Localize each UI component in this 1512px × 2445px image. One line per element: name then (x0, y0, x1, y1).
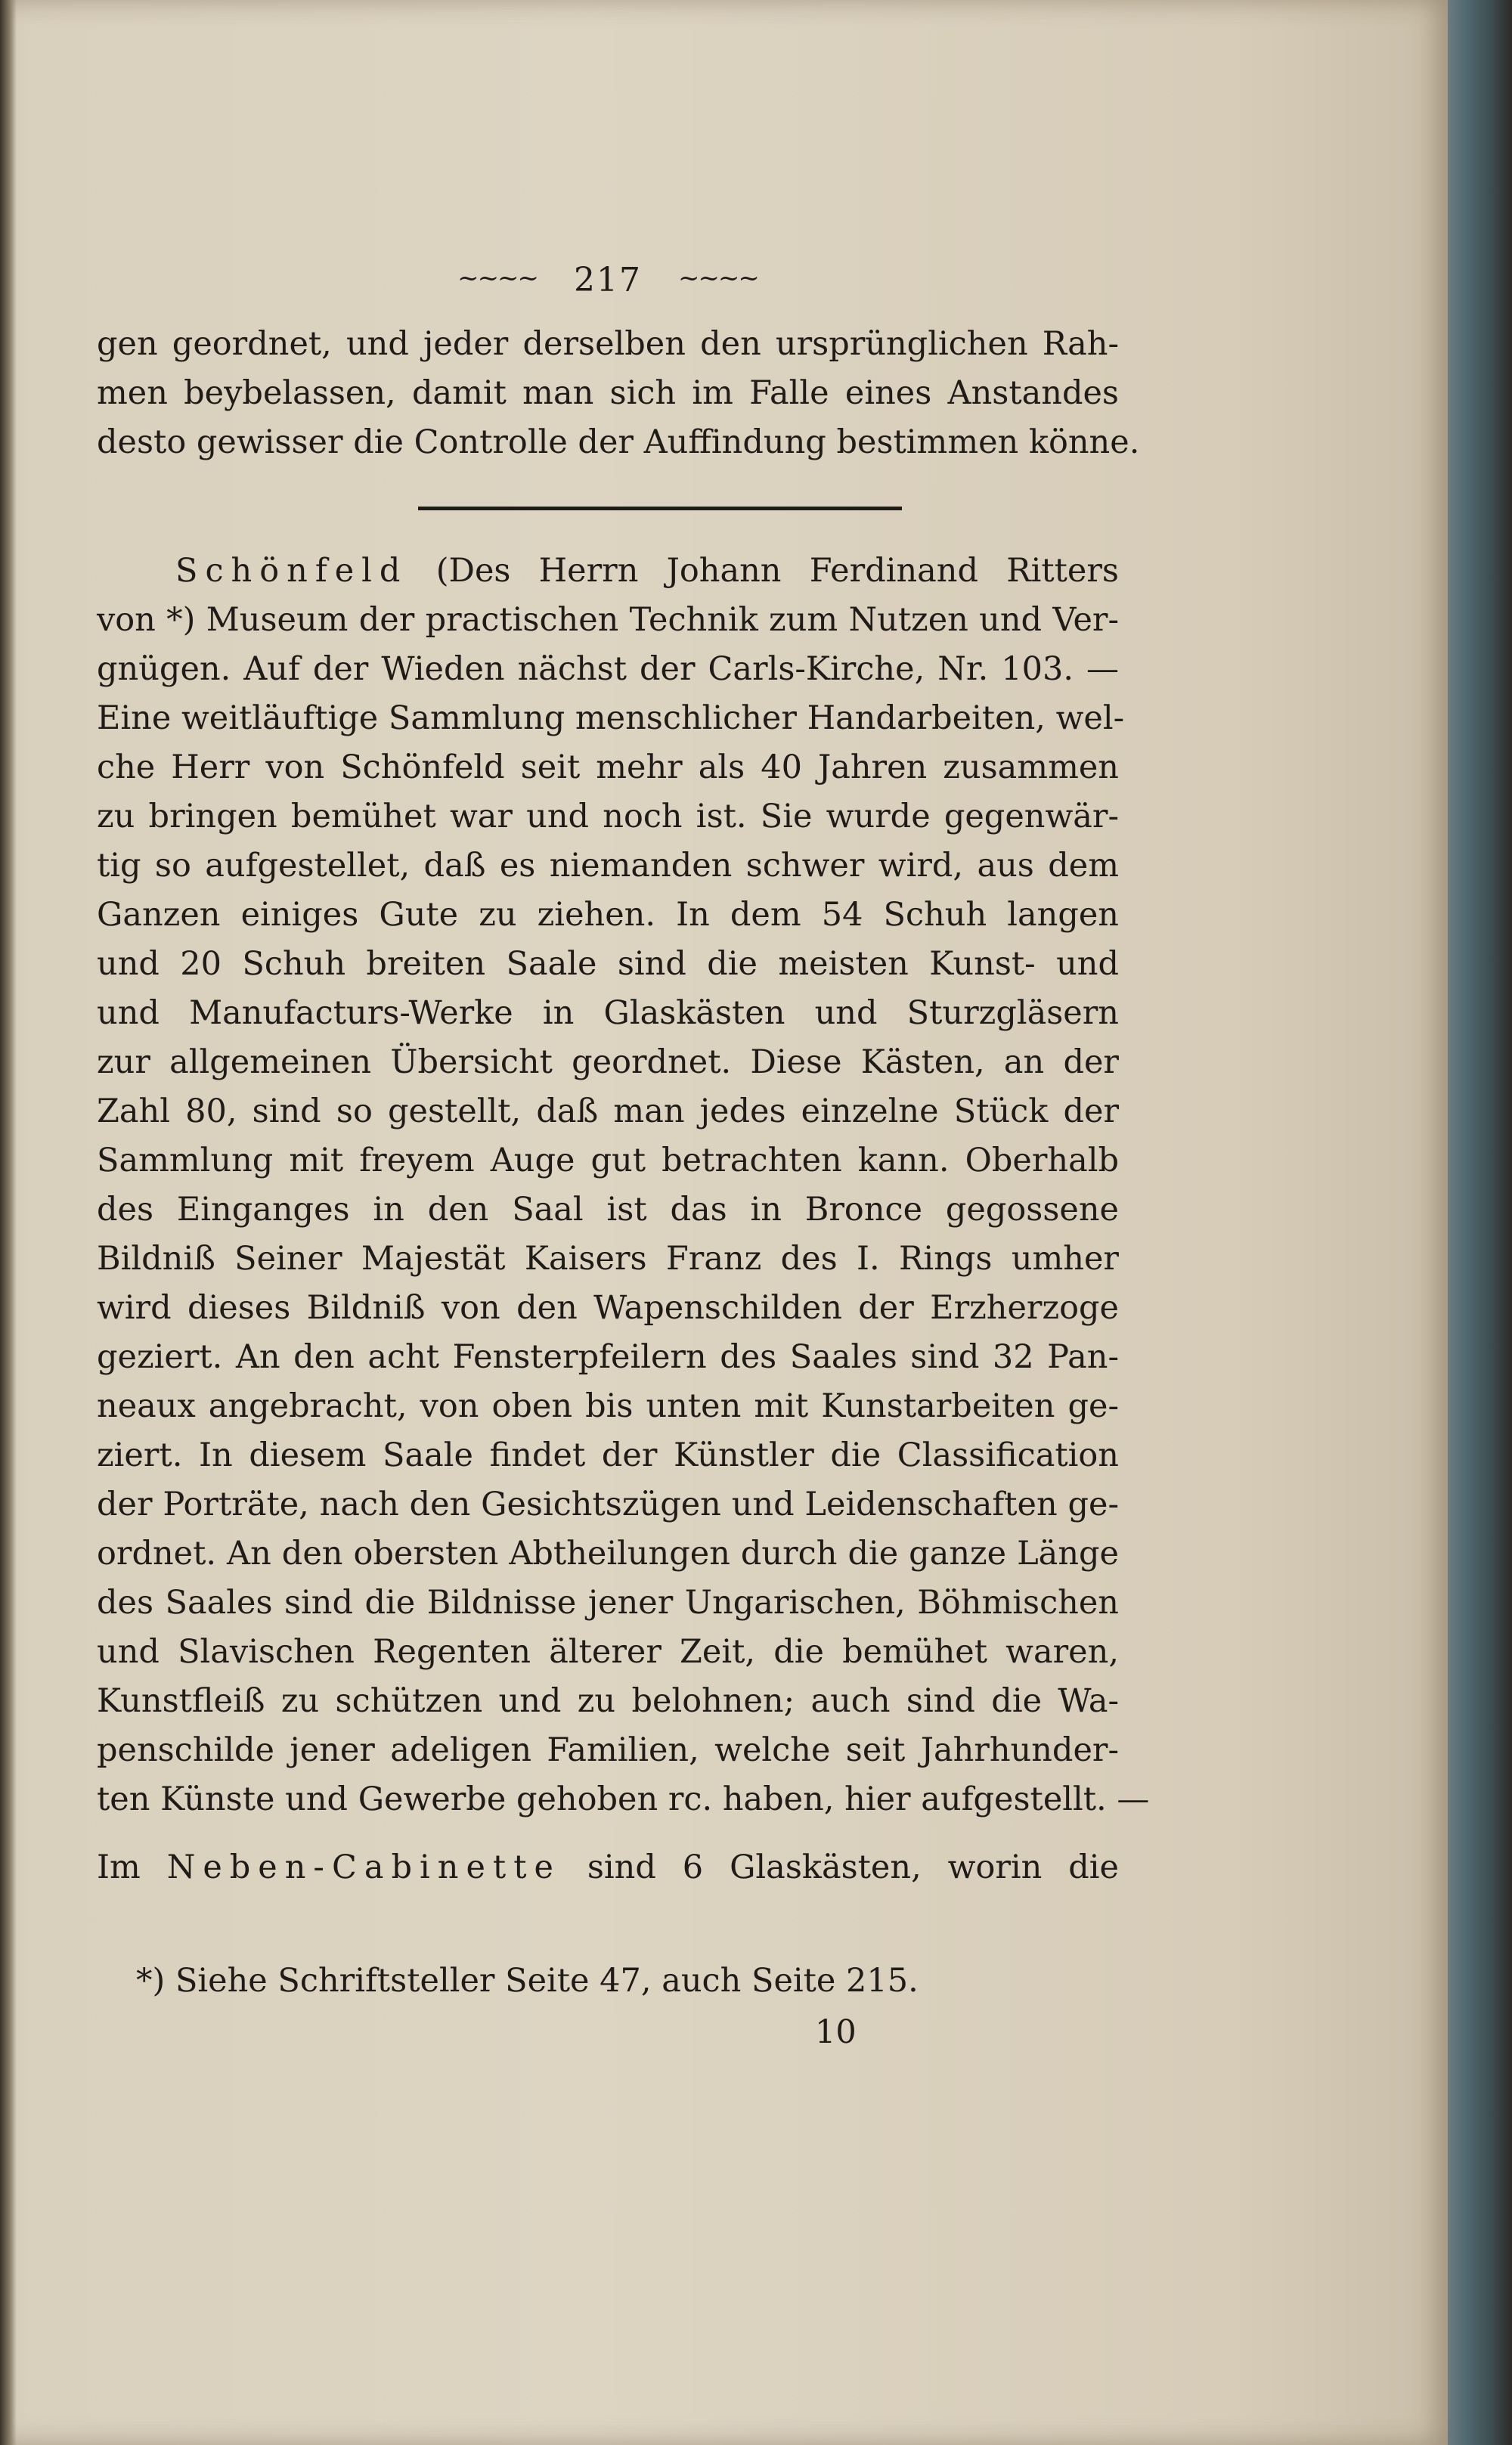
body-line: Ganzen einiges Gute zu ziehen. In dem 54 Schuh langen (97, 896, 1119, 934)
body-line: men beybelassen, damit man sich im Falle eines Anstandes (97, 374, 1119, 412)
body-line: Bildniß Seiner Majestät Kaisers Franz des I. Rings umher (97, 1240, 1119, 1278)
header-ornament-left: ~~~~ (457, 263, 538, 293)
body-line: Sammlung mit freyem Auge gut betrachten kann. Oberhalb (97, 1142, 1119, 1179)
page-number: 217 (574, 261, 642, 299)
body-line: neaux angebracht, von oben bis unten mit Kunstarbeiten ge- (97, 1387, 1119, 1425)
body-line: und 20 Schuh breiten Saale sind die meisten Kunst- und (97, 945, 1119, 983)
body-line: von *) Museum der practischen Technik zum Nutzen und Ver- (97, 601, 1119, 639)
body-line: che Herr von Schönfeld seit mehr als 40 Jahren zusammen (97, 748, 1119, 786)
section-first-line (175, 548, 1119, 593)
page-gutter-shadow (0, 0, 17, 2445)
section-last-line (97, 1845, 1119, 1890)
body-line: Zahl 80, sind so gestellt, daß man jedes einzelne Stück der (97, 1092, 1119, 1130)
body-line: geziert. An den acht Fensterpfeilern des Saales sind 32 Pan- (97, 1338, 1119, 1376)
section-first-line-rest: (Des Herrn Johann Ferdinand Ritters (435, 552, 1119, 590)
body-line: Kunstfleiß zu schützen und zu belohnen; auch sind die Wa- (97, 1682, 1119, 1720)
body-line: tig so aufgestellet, daß es niemanden schwer wird, aus dem (97, 847, 1119, 885)
section-divider-rule (418, 507, 902, 510)
body-line: zur allgemeinen Übersicht geordnet. Diese Kästen, an der (97, 1043, 1119, 1081)
body-line: der Porträte, nach den Gesichtszügen und Leidenschaften ge- (97, 1486, 1119, 1523)
body-line: gen geordnet, und jeder derselben den ursprünglichen Rah- (97, 325, 1119, 363)
body-line: und Manufacturs-Werke in Glaskästen und Sturzgläsern (97, 994, 1119, 1032)
body-line: und Slavischen Regenten älterer Zeit, die bemühet waren, (97, 1633, 1119, 1671)
body-line: ordnet. An den obersten Abtheilungen durch die ganze Länge (97, 1535, 1119, 1573)
book-cover-edge (1448, 0, 1512, 2445)
last-line-rest: sind 6 Glaskästen, worin die (587, 1848, 1119, 1886)
body-line: des Einganges in den Saal ist das in Bronce gegossene (97, 1191, 1119, 1229)
body-line: ziert. In diesem Saale findet der Künstler die Classification (97, 1436, 1119, 1474)
body-line: wird dieses Bildniß von den Wapenschilden der Erzherzoge (97, 1289, 1119, 1327)
body-line: ten Künste und Gewerbe gehoben rc. haben, hier aufgestellt. — (97, 1780, 1150, 1818)
section-heading-word: Schönfeld (175, 552, 408, 590)
body-line: penschilde jener adeligen Familien, welche seit Jahrhunder- (97, 1731, 1119, 1769)
last-line-start: Im (97, 1848, 141, 1886)
printer-signature-mark: 10 (815, 2013, 857, 2051)
header-ornament-right: ~~~~ (677, 263, 758, 293)
running-header (97, 261, 1119, 306)
body-line: gnügen. Auf der Wieden nächst der Carls-Kirche, Nr. 103. — (97, 650, 1119, 688)
footnote: *) Siehe Schriftsteller Seite 47, auch Seite 215. (136, 1962, 919, 2000)
body-line: Eine weitläuftige Sammlung menschlicher Handarbeiten, wel- (97, 699, 1125, 737)
last-line-spaced-word: Neben-Cabinette (166, 1848, 561, 1886)
body-line: desto gewisser die Controlle der Auffindung bestimmen könne. (97, 423, 1140, 461)
body-line: des Saales sind die Bildnisse jener Ungarischen, Böhmischen (97, 1584, 1119, 1622)
body-line: zu bringen bemühet war und noch ist. Sie wurde gegenwär- (97, 798, 1119, 835)
